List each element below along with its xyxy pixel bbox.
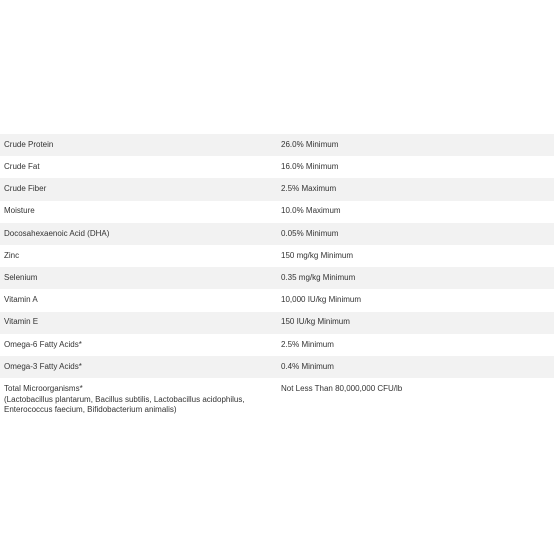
- nutrient-detail: (Lactobacillus plantarum, Bacillus subtilis, Lactobacillus acidophilus, Enterococcus faecium, Bifidobacterium animalis): [4, 394, 245, 415]
- guaranteed-analysis-table: [0, 134, 554, 420]
- nutrient-name: Total Microorganisms*: [4, 384, 83, 394]
- nutrient-name: Zinc: [4, 250, 20, 260]
- nutrient-name: Crude Fiber: [4, 184, 47, 194]
- nutrient-name: Moisture: [4, 206, 35, 216]
- nutrient-value: 0.05% Minimum: [281, 228, 339, 238]
- nutrient-value: 2.5% Minimum: [281, 339, 334, 349]
- nutrient-value: 0.4% Minimum: [281, 361, 334, 371]
- nutrient-value: 10.0% Maximum: [281, 206, 341, 216]
- nutrient-name: Selenium: [4, 272, 38, 282]
- nutrient-name: Omega-3 Fatty Acids*: [4, 361, 82, 371]
- nutrient-value: 16.0% Minimum: [281, 162, 339, 172]
- table-row: [0, 201, 554, 223]
- nutrient-value: 0.35 mg/kg Minimum: [281, 272, 356, 282]
- table-row: [0, 378, 554, 420]
- nutrient-name: Vitamin E: [4, 317, 39, 327]
- nutrient-name: Crude Protein: [4, 139, 54, 149]
- table-row: [0, 223, 554, 245]
- table-row: [0, 245, 554, 267]
- nutrient-name-block: [0, 384, 277, 416]
- table-row: [0, 312, 554, 334]
- table-row: [0, 134, 554, 156]
- table-row: [0, 178, 554, 200]
- table-row: [0, 289, 554, 311]
- table-row: [0, 156, 554, 178]
- nutrient-name: Vitamin A: [4, 295, 38, 305]
- nutrient-value: 150 mg/kg Minimum: [281, 250, 354, 260]
- nutrient-name: Docosahexaenoic Acid (DHA): [4, 228, 110, 238]
- table-row: [0, 267, 554, 289]
- nutrient-name: Omega-6 Fatty Acids*: [4, 339, 82, 349]
- nutrient-value: Not Less Than 80,000,000 CFU/lb: [281, 384, 403, 394]
- table-row: [0, 334, 554, 356]
- nutrient-value: 150 IU/kg Minimum: [281, 317, 350, 327]
- nutrient-value: 26.0% Minimum: [281, 139, 339, 149]
- table-row: [0, 356, 554, 378]
- nutrient-value: 10,000 IU/kg Minimum: [281, 295, 362, 305]
- nutrient-name: Crude Fat: [4, 162, 40, 172]
- nutrient-value: 2.5% Maximum: [281, 184, 337, 194]
